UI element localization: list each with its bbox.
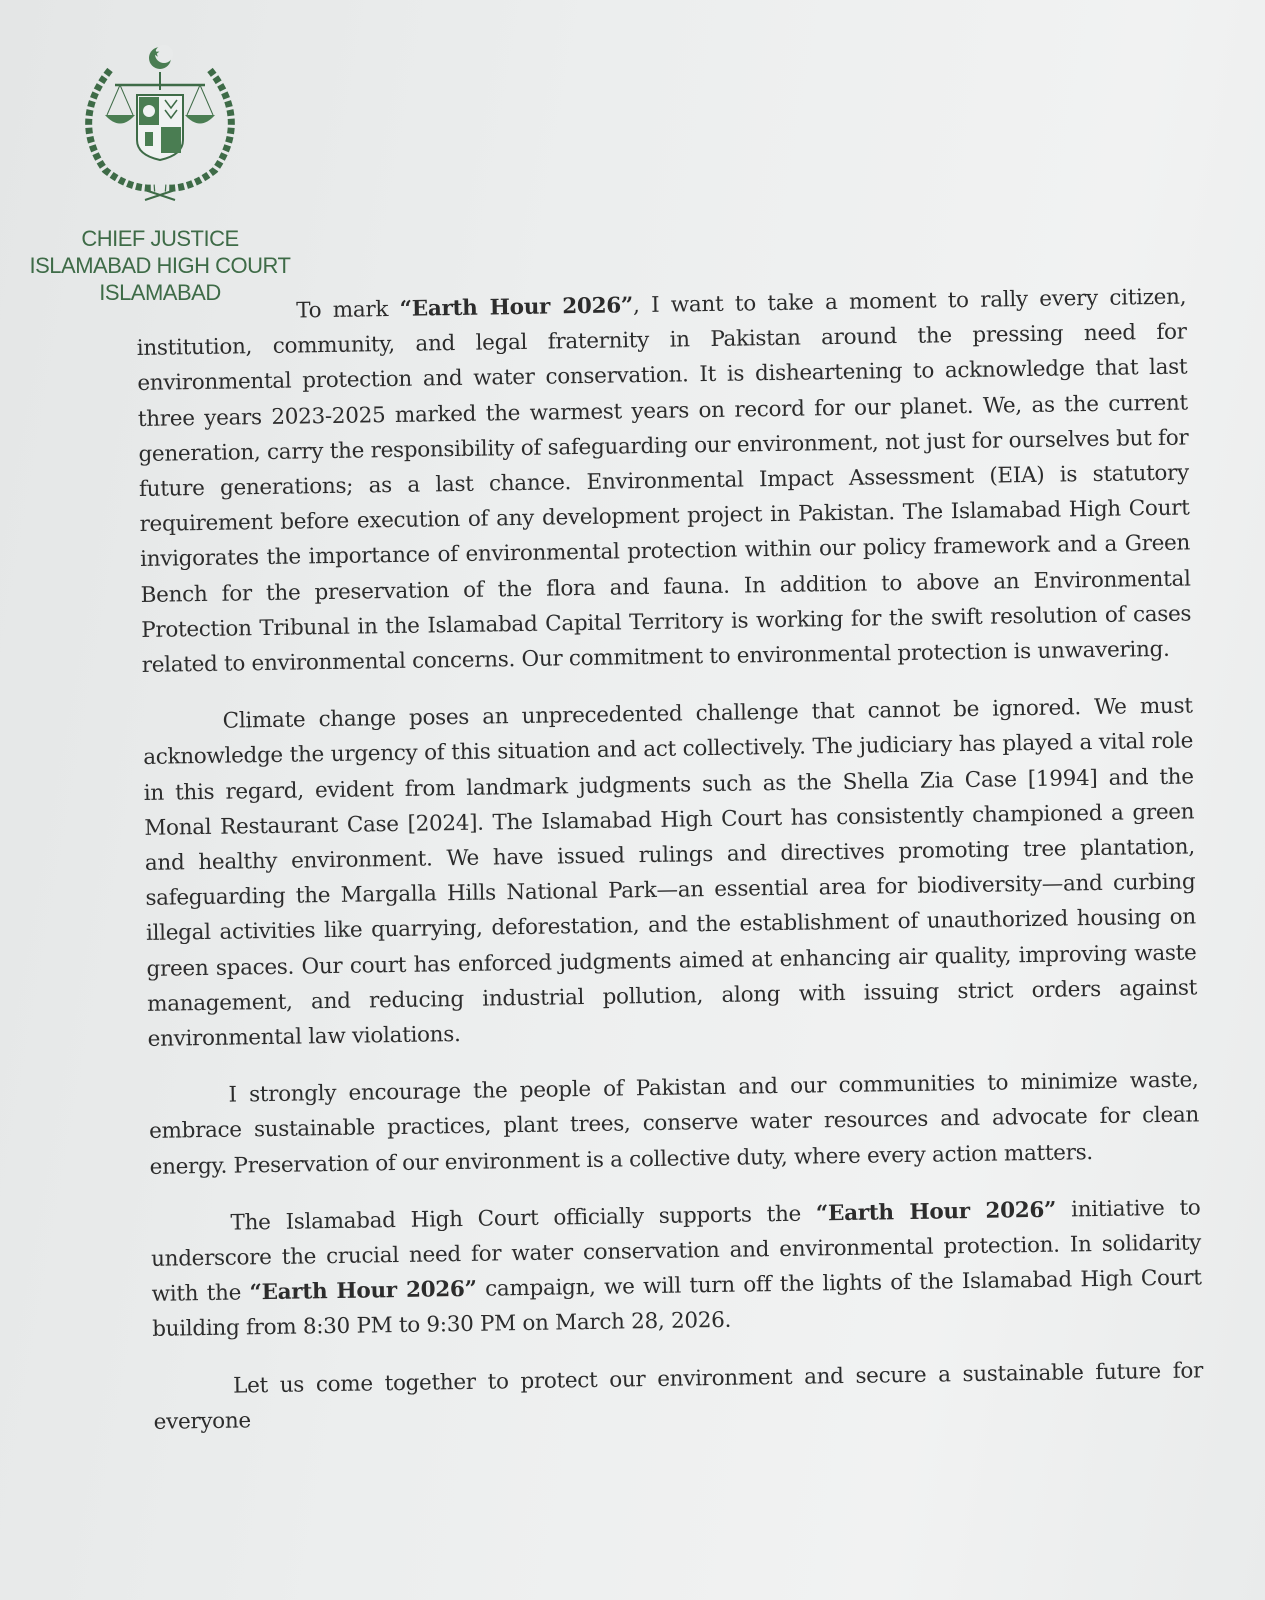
text-run: campaign, we will turn off the lights of the Islamabad High Court building from 8:30 PM to 9:30 PM on March 28, 2026. [152, 1265, 1202, 1343]
text-run: To mark [296, 296, 400, 324]
text-run: The Islamabad High Court officially supports the [230, 1201, 817, 1236]
paragraph-earth-hour-intro [136, 280, 1192, 684]
earth-hour-emphasis: “Earth Hour 2026” [249, 1277, 477, 1306]
letterhead [0, 40, 320, 306]
paragraph-closing: Let us come together to protect our environment and secure a sustainable future for everyone [153, 1358, 1204, 1435]
office-line-city: ISLAMABAD [99, 280, 221, 305]
paragraph-support-announcement [150, 1190, 1202, 1347]
earth-hour-emphasis: “Earth Hour 2026” [399, 293, 634, 322]
letter-body [136, 280, 1204, 1462]
paragraph-encouragement: I strongly encourage the people of Pakistan and our communities to minimize waste, embrace sustainable practices, plant trees, conserve water resources and advocate for clean energy. Preservation of our environment is a collective duty, where every action matters. [148, 1067, 1200, 1180]
text-run: initiative to underscore the crucial need for water conservation and environmental protection. In solidarity with the [150, 1195, 1202, 1308]
text-run: , I want to take a moment to rally every citizen, institution, community, and legal fraternity in Pakistan around the pressing need for environmental protection and water conservation. It is disheartening to acknowledge that last three years 2023-2025 marked the warmest years on record for our planet. We, as the current generation, carry the responsibility of safeguarding our environment, not just for ourselves but for future generations; as a last chance. Environmental Impact Assessment (EIA) is statutory requirement before execution of any development project in Pakistan. The Islamabad High Court invigorates the importance of environmental protection within our policy framework and a Green Bench for the preservation of the flora and fauna. In addition to above an Environmental Protection Tribunal in the Islamabad Capital Territory is working for the swift resolution of cases related to environmental concerns. Our commitment to environmental protection is unwavering. [136, 284, 1192, 678]
earth-hour-emphasis: “Earth Hour 2026” [815, 1197, 1057, 1227]
office-line-court: ISLAMABAD HIGH COURT [29, 253, 291, 278]
paragraph-climate-change: Climate change poses an unprecedented challenge that cannot be ignored. We must acknowledge the urgency of this situation and act collectively. The judiciary has played a vital role in this regard, evident from landmark judgments such as the Shella Zia Case [1994] and the Monal Restaurant Case [2024]. The Islamabad High Court has consistently championed a green and healthy environment. We have issued rulings and directives promoting tree plantation, safeguarding the Margalla Hills National Park—an essential area for biodiversity—and curbing illegal activities like quarrying, deforestation, and the establishment of unauthorized housing on green spaces. Our court has enforced judgments aimed at enhancing air quality, improving waste management, and reducing industrial pollution, along with issuing strict orders against environmental law violations. [143, 693, 1198, 1052]
court-emblem-icon [65, 40, 255, 205]
office-line-title: CHIEF JUSTICE [81, 226, 239, 251]
